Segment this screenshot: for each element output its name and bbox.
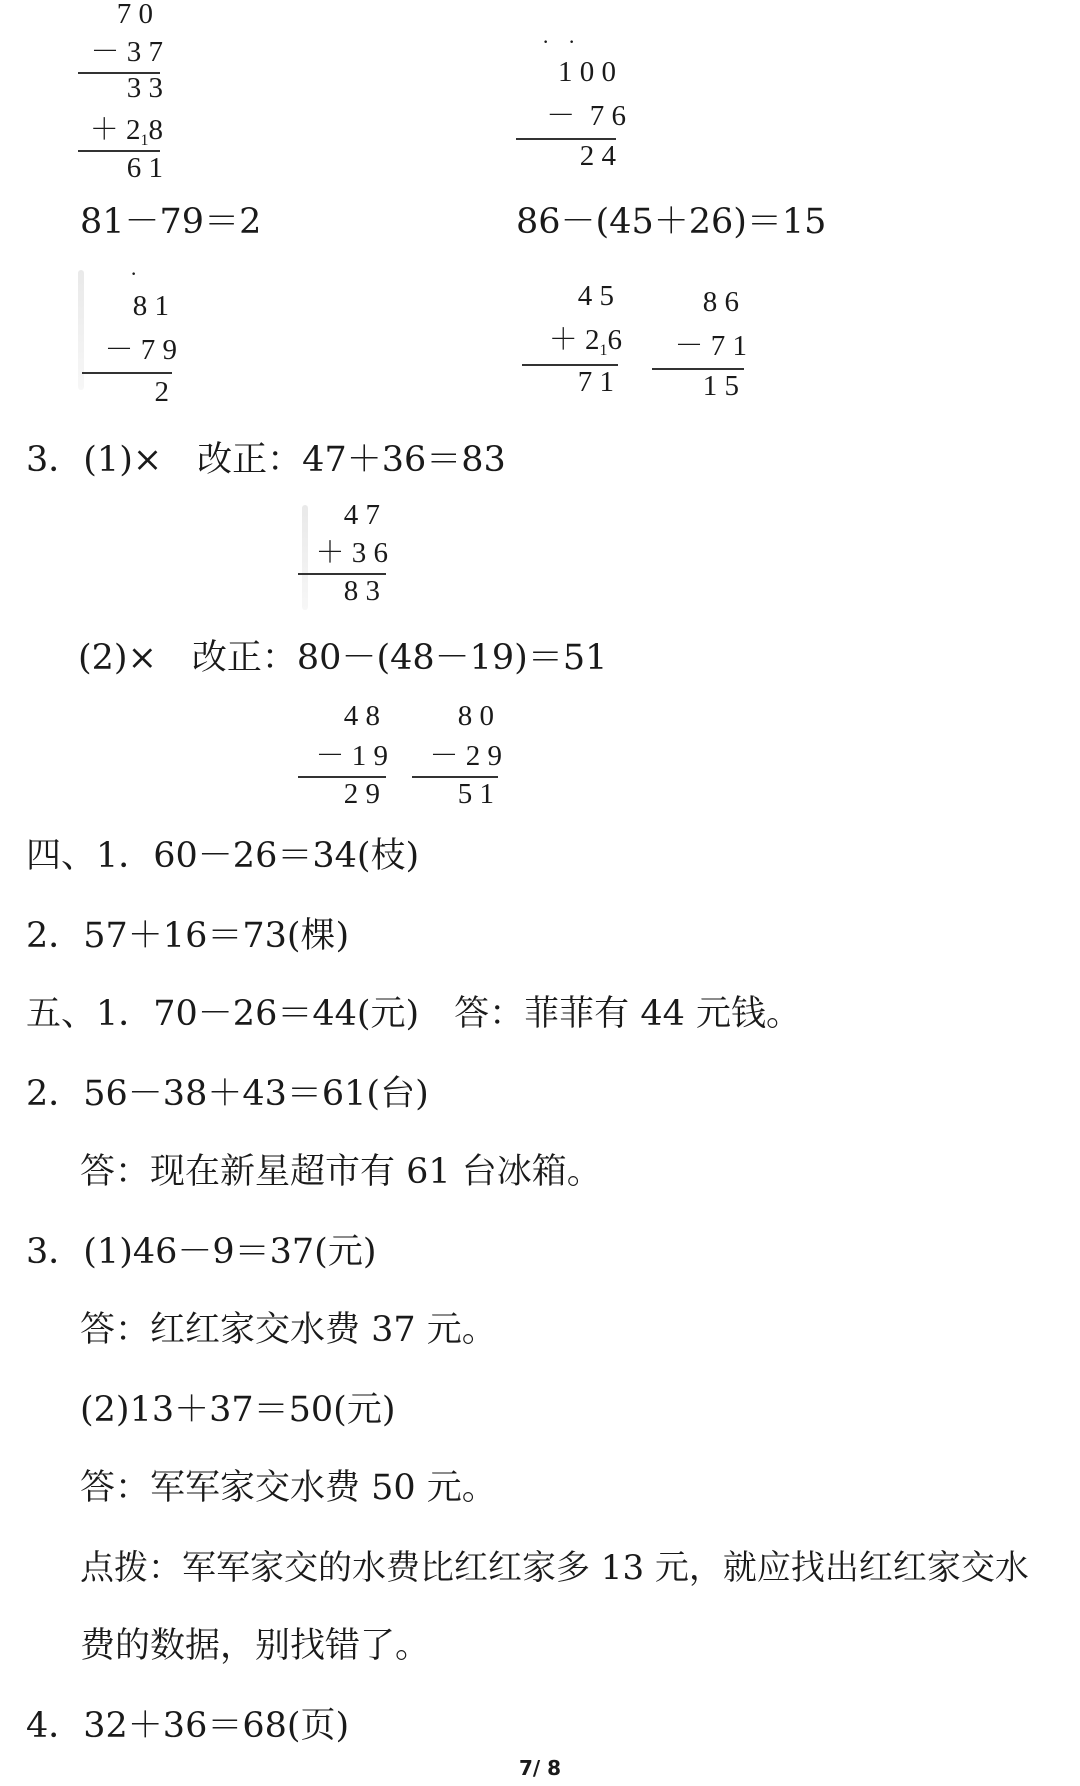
calc-row: 4 7 bbox=[343, 499, 380, 531]
calc-row: 1 5 bbox=[702, 370, 739, 402]
calc-row: － 1 9 bbox=[315, 740, 388, 772]
answer-line: 3．(1)× 改正：47＋36＝83 bbox=[26, 440, 506, 480]
calc-row: 4 8 bbox=[343, 700, 380, 732]
answer-line: 2．56－38＋43＝61(台) bbox=[26, 1074, 429, 1114]
calc-op: ＋ 2 bbox=[89, 114, 141, 146]
vertical-calc-h bbox=[412, 698, 502, 818]
calc-row: 4 5 bbox=[577, 280, 614, 312]
page-number: 7/ 8 bbox=[518, 1756, 562, 1780]
answer-line: 点拨：军军家交的水费比红红家多 13 元，就应找出红红家交水 bbox=[80, 1548, 1029, 1588]
answer-line: 答：现在新星超市有 61 台冰箱。 bbox=[80, 1152, 602, 1192]
borrow-dot: · bbox=[130, 261, 138, 286]
calc-row: － 7 6 bbox=[546, 100, 626, 132]
answer-line: (2)13＋37＝50(元) bbox=[80, 1390, 396, 1430]
calc-row: 2 bbox=[154, 376, 169, 408]
calc-row: 8 3 bbox=[343, 575, 380, 607]
carry-digit: 1 bbox=[140, 132, 149, 149]
answer-line: 答：红红家交水费 37 元。 bbox=[80, 1310, 497, 1350]
answer-line: 3．(1)46－9＝37(元) bbox=[26, 1232, 377, 1272]
answer-line: 86－(45＋26)＝15 bbox=[516, 202, 827, 242]
answer-line: 四、1．60－26＝34(枝) bbox=[26, 836, 420, 876]
answer-line: 81－79＝2 bbox=[80, 202, 262, 242]
calc-row: 6 1 bbox=[126, 152, 163, 184]
calc-row: 3 3 bbox=[126, 72, 163, 104]
answer-line: (2)× 改正：80－(48－19)＝51 bbox=[78, 638, 608, 678]
answer-line: 4．32＋36＝68(页) bbox=[26, 1706, 350, 1746]
answer-line: 费的数据，别找错了。 bbox=[80, 1626, 431, 1666]
calc-row: 8 6 bbox=[702, 286, 739, 318]
calc-row bbox=[549, 322, 622, 369]
calc-row: 5 1 bbox=[457, 778, 494, 810]
calc-op: ＋ 2 bbox=[548, 324, 600, 356]
calc-row: 8 1 bbox=[132, 290, 169, 322]
calc-row: － 2 9 bbox=[429, 740, 502, 772]
vertical-calc-c bbox=[82, 262, 177, 412]
vertical-calc-d bbox=[522, 278, 622, 418]
calc-row: 7 1 bbox=[577, 366, 614, 398]
calc-digit: 6 bbox=[607, 324, 622, 356]
answer-line: 五、1．70－26＝44(元) 答：菲菲有 44 元钱。 bbox=[26, 994, 801, 1034]
calc-row: 2 4 bbox=[579, 140, 616, 172]
calc-row: 2 9 bbox=[343, 778, 380, 810]
vertical-calc-a bbox=[78, 0, 163, 185]
calc-row: ＋ 3 6 bbox=[315, 537, 388, 569]
borrow-dot: · bbox=[542, 29, 550, 54]
calc-row: 1 0 0 bbox=[558, 56, 616, 88]
vertical-calc-b bbox=[516, 30, 626, 180]
calc-row: － 7 9 bbox=[104, 334, 177, 366]
answer-line: 2．57＋16＝73(棵) bbox=[26, 916, 350, 956]
calc-row: 7 0 bbox=[116, 0, 153, 30]
calc-row: 8 0 bbox=[457, 700, 494, 732]
calc-row: － 3 7 bbox=[90, 36, 163, 68]
calc-row: － 7 1 bbox=[674, 330, 747, 362]
vertical-calc-f bbox=[298, 497, 388, 617]
answer-line: 答：军军家交水费 50 元。 bbox=[80, 1468, 497, 1508]
carry-digit: 1 bbox=[599, 342, 608, 359]
calc-digit: 8 bbox=[148, 114, 163, 146]
vertical-calc-g bbox=[298, 698, 388, 818]
vertical-calc-e bbox=[652, 284, 747, 424]
borrow-dot: · bbox=[568, 29, 576, 54]
